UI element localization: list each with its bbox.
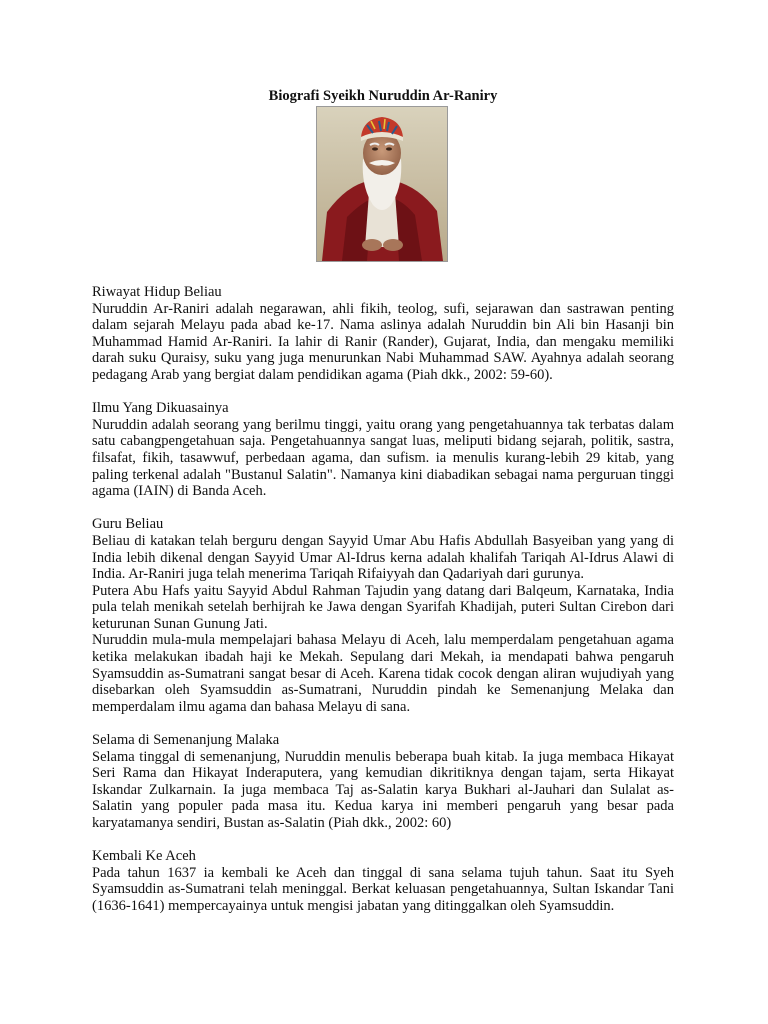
paragraph: Pada tahun 1637 ia kembali ke Aceh dan tinggal di sana selama tujuh tahun. Saat itu Syeh Syamsuddin as-Sumatrani telah meninggal. Berkat keluasan pengetahuannya, Sultan Iskandar Tani (1636-1641) mempercayainya untuk mengisi jabatan yang ditinggalkan oleh Syamsuddin. (92, 864, 674, 914)
paragraph: Nuruddin adalah seorang yang berilmu tinggi, yaitu orang yang pengetahuannya tak terbatas dalam satu cabangpengetahuan saja. Pengetahuannya sangat luas, meliputi bidang sejarah, politik, sastra, filsafat, fikih, tasawwuf, perbedaan agama, dan sufism. ia menulis kurang-lebih 29 kitab, yang paling terkenal adalah "Bustanul Salatin". Namanya kini diabadikan sebagai nama perguruan tinggi agama (IAIN) di Banda Aceh. (92, 416, 674, 500)
section-heading: Ilmu Yang Dikuasainya (92, 400, 229, 417)
paragraph: Selama tinggal di semenanjung, Nuruddin menulis beberapa buah kitab. Ia juga membaca Hikayat Seri Rama dan Hikayat Inderaputera, yang kemudian dikritiknya dengan tajam, serta Hikayat Iskandar Zulkarnain. Ia juga membaca Taj as-Salatin karya Bukhari al-Jauhari dan Sulalat as-Salatin yang populer pada masa itu. Kedua karya ini memberi pengaruh yang besar pada karyatamanya sendiri, Bustan as-Salatin (Piah dkk., 2002: 60) (92, 748, 674, 831)
paragraph: Beliau di katakan telah berguru dengan Sayyid Umar Abu Hafis Abdullah Basyeiban yang yang di India lebih dikenal dengan Sayyid Umar Al-Idrus kerna adalah khalifah Tariqah Al-Idrus Alawi di India. Ar-Raniri juga telah menerima Tariqah Rifaiyyah dan Qadariyah dari gurunya. (92, 532, 674, 583)
section-kembali-aceh (92, 848, 674, 914)
paragraph: Nuruddin mula-mula mempelajari bahasa Melayu di Aceh, lalu memperdalam pengetahuan agama ketika melakukan ibadah haji ke Mekah. Sepulang dari Mekah, ia mendapati bahwa pengaruh Syamsuddin as-Sumatrani sangat besar di Aceh. Karena tidak cocok dengan aliran wujudiyah yang disebarkan oleh Syamsuddin as-Sumatrani, Nuruddin pindah ke Semenanjung Melaka dan memperdalam ilmu agama dan bahasa Melayu di sana. (92, 632, 674, 715)
document-title: Biografi Syeikh Nuruddin Ar-Raniry (268, 88, 498, 104)
section-semenanjung (92, 732, 674, 832)
paragraph: Nuruddin Ar-Raniri adalah negarawan, ahli fikih, teolog, sufi, sejarawan dan sastrawan penting dalam sejarah Melayu pada abad ke-17. Nama aslinya adalah Nuruddin bin Ali bin Hasanji bin Muhammad Hamid Ar-Raniri. Ia lahir di Ranir (Rander), Gujarat, India, dan mengaku memiliki darah suku Quraisy, suku yang juga menurunkan Nabi Muhammad SAW. Ayahnya adalah seorang pedagang Arab yang bergiat dalam pendidikan agama (Piah dkk., 2002: 59-60). (92, 300, 674, 383)
section-guru (92, 516, 674, 715)
portrait-icon (317, 107, 447, 261)
section-heading: Selama di Semenanjung Malaka (92, 732, 280, 749)
portrait-image (316, 106, 448, 262)
section-riwayat-hidup (92, 284, 674, 384)
document-page (92, 86, 674, 915)
section-heading: Riwayat Hidup Beliau (92, 284, 222, 300)
section-heading: Kembali Ke Aceh (92, 848, 196, 865)
section-heading: Guru Beliau (92, 516, 164, 533)
section-ilmu (92, 400, 674, 500)
paragraph: Putera Abu Hafs yaitu Sayyid Abdul Rahman Tajudin yang datang dari Balqeum, Karnataka, India pula telah menikah setelah berhijrah ke Jawa dengan Syarifah Khadijah, puteri Sultan Cirebon dari keturunan Sunan Gunung Jati. (92, 582, 674, 632)
